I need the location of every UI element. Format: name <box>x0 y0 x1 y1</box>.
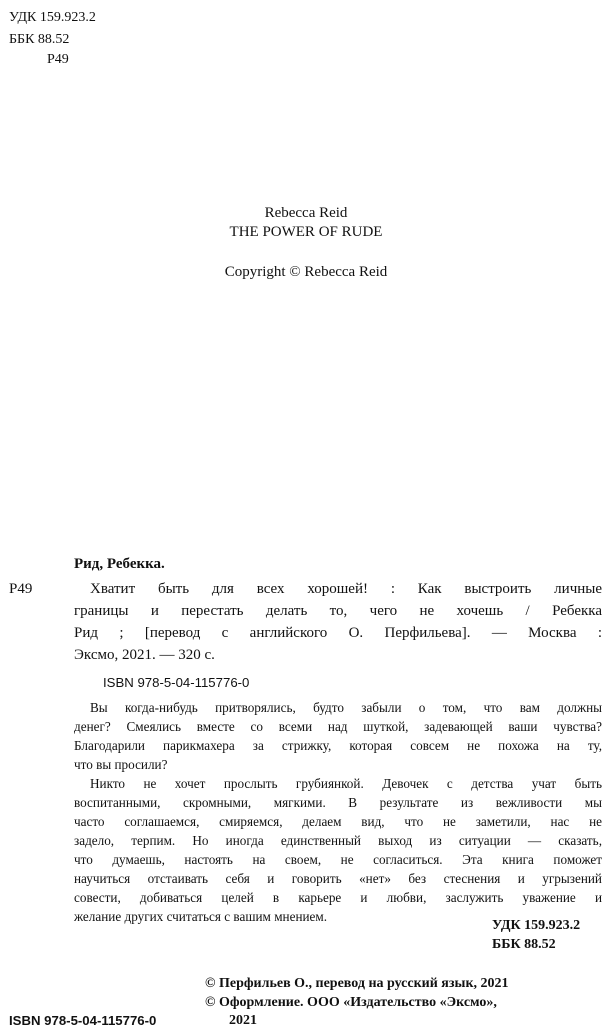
copyright-translation: © Перфильев О., перевод на русский язык, 2021 <box>205 976 509 991</box>
abstract-line: научиться отстаивать себя и говорить «нет» без стеснения и угрызений <box>74 871 602 886</box>
footer-isbn: ISBN 978-5-04-115776-0 <box>9 1013 157 1028</box>
catalog-mark: Р49 <box>9 581 33 597</box>
abstract-line: часто соглашаемся, смиряемся, делаем вид, что не заметили, нас не <box>74 814 602 829</box>
original-author: Rebecca Reid <box>264 205 348 221</box>
abstract-line: Вы когда-нибудь притворялись, будто забыли о том, что вам должны <box>90 700 602 715</box>
abstract-line: что думаешь, настоять на своем, не согласиться. Эта книга поможет <box>74 852 602 867</box>
abstract-line: воспитанными, скромными, мягкими. В результате из вежливости мы <box>74 795 602 810</box>
catalog-heading: Рид, Ребекка. <box>74 556 165 572</box>
bbk-code: ББК 88.52 <box>9 32 70 47</box>
catalog-description-line: границы и перестать делать то, чего не хочешь / Ребекка <box>74 603 602 619</box>
bbk-code-bold: ББК 88.52 <box>492 937 556 952</box>
original-title: THE POWER OF RUDE <box>229 224 383 240</box>
udk-code: УДК 159.923.2 <box>9 10 96 25</box>
original-copyright: Copyright © Rebecca Reid <box>224 264 388 280</box>
abstract-line: Благодарили парикмахера за стрижку, которая совсем не похожа на ту, <box>74 738 602 753</box>
catalog-description-line: Хватит быть для всех хорошей! : Как выстроить личные <box>90 581 602 597</box>
author-mark: Р49 <box>47 52 69 67</box>
abstract-line: Никто не хочет прослыть грубиянкой. Девочек с детства учат быть <box>90 776 602 791</box>
catalog-isbn: ISBN 978-5-04-115776-0 <box>103 675 250 690</box>
copyright-design-year: 2021 <box>229 1013 257 1028</box>
abstract-line: совести, добиваться целей в карьере и любви, заслужить уважение и <box>74 890 602 905</box>
catalog-description-line: Эксмо, 2021. — 320 с. <box>74 647 215 663</box>
abstract-line: денег? Смеялись вместе со всеми над шуткой, задевающей ваши чувства? <box>74 719 602 734</box>
catalog-description-line: Рид ; [перевод с английского О. Перфильева]. — Москва : <box>74 625 602 641</box>
udk-code-bold: УДК 159.923.2 <box>492 918 581 933</box>
abstract-line: что вы просили? <box>74 757 168 772</box>
abstract-line: желание других считаться с вашим мнением. <box>74 909 328 924</box>
abstract-line: задело, терпим. Но иногда единственный выход из ситуации — сказать, <box>74 833 602 848</box>
copyright-design: © Оформление. ООО «Издательство «Эксмо», <box>205 995 497 1010</box>
